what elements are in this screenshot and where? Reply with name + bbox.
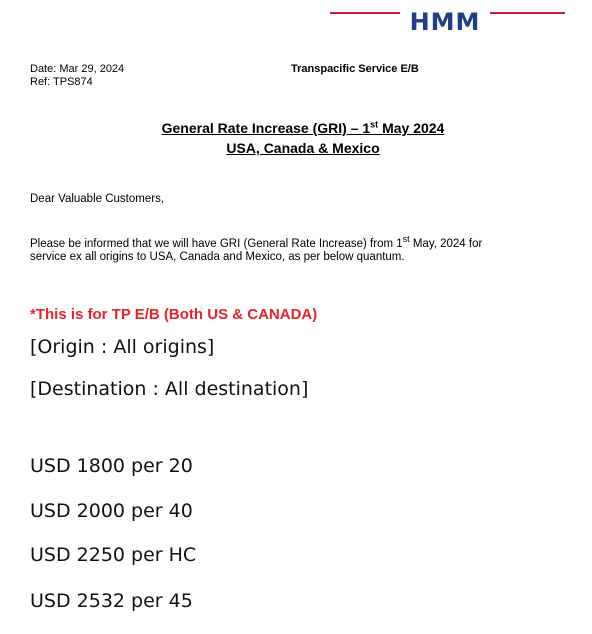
rate-item: USD 2250 per HC <box>30 544 197 566</box>
origin-note: [Origin : All origins] <box>30 336 215 358</box>
rate-item: USD 1800 per 20 <box>30 455 193 477</box>
rate-item: USD 2000 per 40 <box>30 500 193 522</box>
logo-rule-left <box>330 12 400 14</box>
document-ref: Ref: TPS874 <box>30 76 93 88</box>
intro-line1-pre: Please be informed that we will have GRI (General Rate Increase) from 1 <box>30 238 403 250</box>
title-line1-pre: General Rate Increase (GRI) – 1 <box>161 120 371 136</box>
intro-line1-post: May, 2024 for <box>409 238 483 250</box>
logo-text: HMM <box>409 8 481 34</box>
title-line1-post: May 2024 <box>378 120 445 136</box>
title-line1-sup: st <box>370 119 379 130</box>
intro-line1-sup: st <box>402 234 410 245</box>
intro-paragraph <box>30 234 580 264</box>
document-title <box>0 120 592 136</box>
service-name: Transpacific Service E/B <box>291 63 419 75</box>
document-date: Date: Mar 29, 2024 <box>30 63 125 75</box>
hmm-logo <box>408 6 482 34</box>
document-subtitle: USA, Canada & Mexico <box>226 140 380 156</box>
intro-line2: service ex all origins to USA, Canada and Mexico, as per below quantum. <box>30 251 405 263</box>
logo-rule-right <box>490 12 565 14</box>
scope-notice: *This is for TP E/B (Both US & CANADA) <box>30 306 318 323</box>
intro-line1 <box>30 234 580 251</box>
greeting: Dear Valuable Customers, <box>30 193 165 205</box>
rate-item: USD 2532 per 45 <box>30 590 193 612</box>
destination-note: [Destination : All destination] <box>30 378 309 400</box>
